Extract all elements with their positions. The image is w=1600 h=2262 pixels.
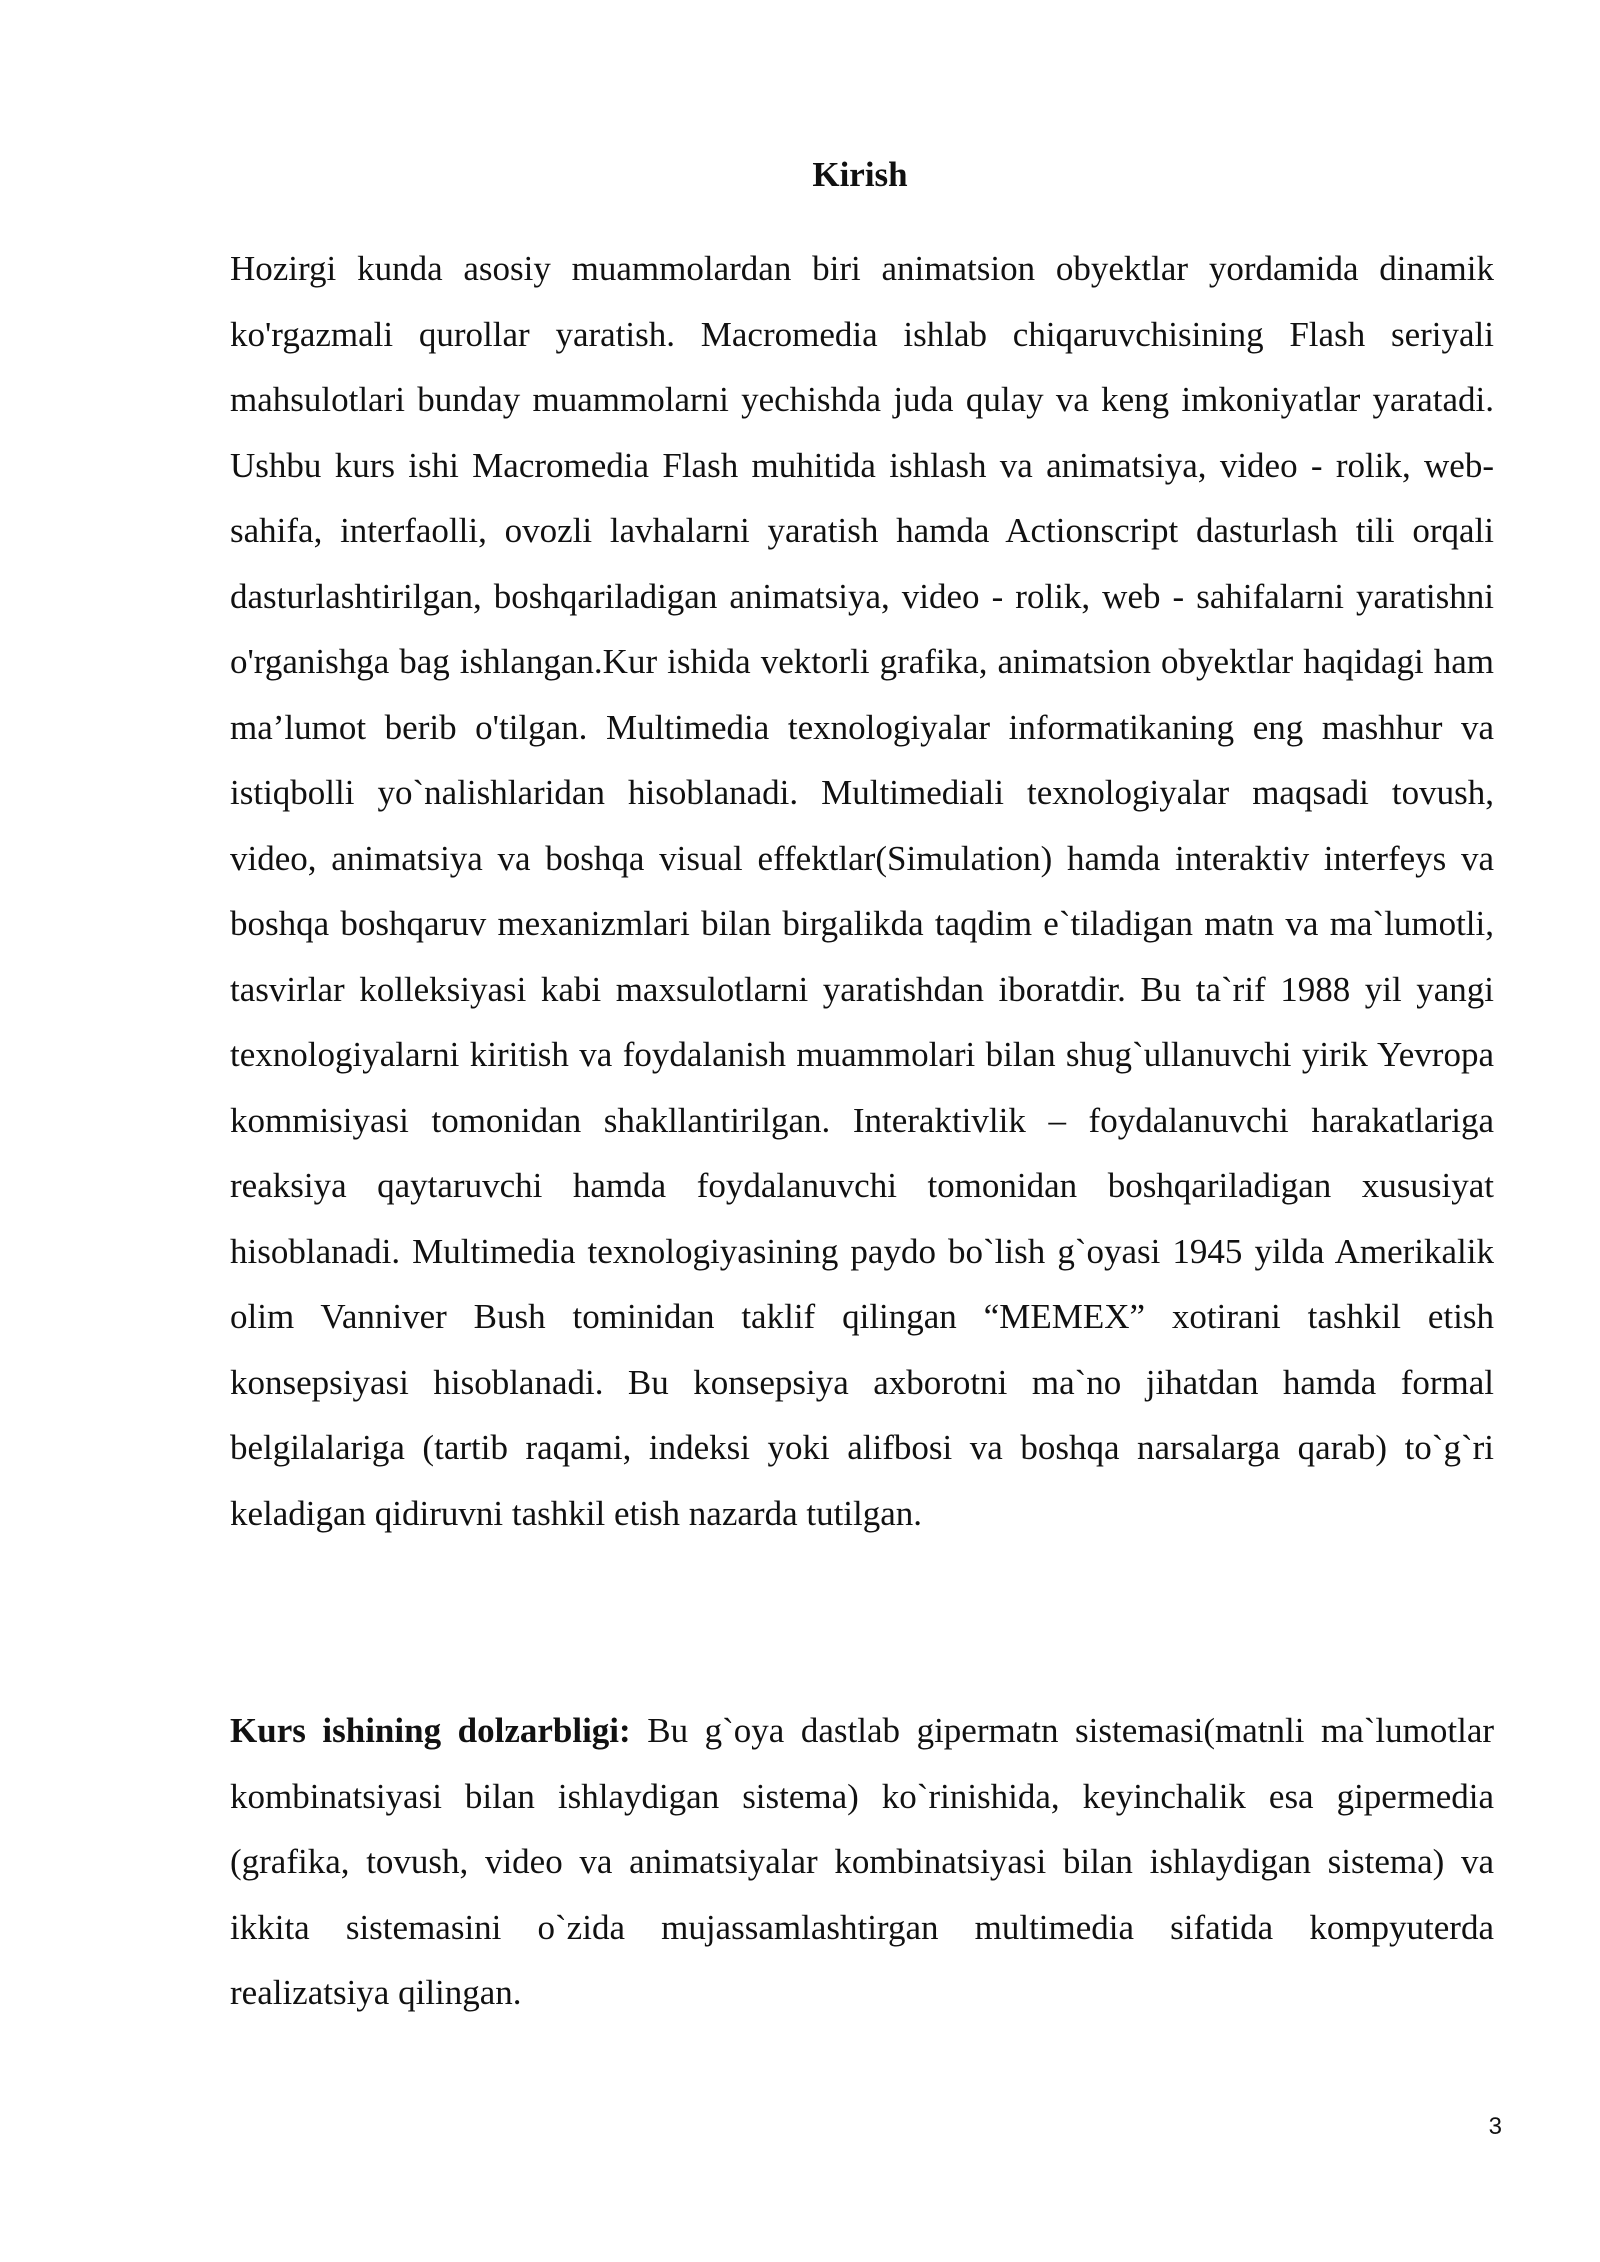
page-number: 3 (1488, 2113, 1502, 2140)
relevance-lead-label: Kurs ishining dolzarbligi: (230, 1711, 631, 1750)
relevance-paragraph (230, 1698, 1494, 2026)
section-heading: Kirish (812, 155, 908, 194)
intro-paragraph: Hozirgi kunda asosiy muammolardan biri animatsion obyektlar yordamida dinamik ko'rgazmali qurollar yaratish. Macromedia ishlab chiqaruvchisining Flash seriyali mahsulotlari bunday muammolarni yechishda juda qulay va keng imkoniyatlar yaratadi. Ushbu kurs ishi Macromedia Flash muhitida ishlash va animatsiya, video - rolik, web- sahifa, interfaolli, ovozli lavhalarni yaratish hamda Actionscript dasturlash tili orqali dasturlashtirilgan, boshqariladigan animatsiya, video - rolik, web - sahifalarni yaratishni o'rganishga bag ishlangan.Kur ishida vektorli grafika, animatsion obyektlar haqidagi ham ma’lumot berib o'tilgan. Multimedia texnologiyalar informatikaning eng mashhur va istiqbolli yo`nalishlaridan hisoblanadi. Multimediali texnologiyalar maqsadi tovush, video, animatsiya va boshqa visual effektlar(Simulation) hamda interaktiv interfeys va boshqa boshqaruv mexanizmlari bilan birgalikda taqdim e`tiladigan matn va ma`lumotli, tasvirlar kolleksiyasi kabi maxsulotlarni yaratishdan iboratdir. Bu ta`rif 1988 yil yangi texnologiyalarni kiritish va foydalanish muammolari bilan shug`ullanuvchi yirik Yevropa kommisiyasi tomonidan shakllantirilgan. Interaktivlik – foydalanuvchi harakatlariga reaksiya qaytaruvchi hamda foydalanuvchi tomonidan boshqariladigan xususiyat hisoblanadi. Multimedia texnologiyasining paydo bo`lish g`oyasi 1945 yilda Amerikalik olim Vanniver Bush tominidan taklif qilingan “MEMEX” xotirani tashkil etish konsepsiyasi hisoblanadi. Bu konsepsiya axborotni ma`no jihatdan hamda formal belgilalariga (tartib raqami, indeksi yoki alifbosi va boshqa narsalarga qarab) to`g`ri keladigan qidiruvni tashkil etish nazarda tutilgan. (230, 249, 1494, 1533)
relevance-paragraph-text: Bu g`oya dastlab gipermatn sistemasi(matnli ma`lumotlar kombinatsiyasi bilan ishlaydigan sistema) ko`rinishida, keyinchalik esa gipermedia (grafika, tovush, video va animatsiyalar kombinatsiyasi bilan ishlaydigan sistema) va ikkita sistemasini o`zida mujassamlashtirgan multimedia sifatida kompyuterda realizatsiya qilingan. (230, 1711, 1495, 2012)
